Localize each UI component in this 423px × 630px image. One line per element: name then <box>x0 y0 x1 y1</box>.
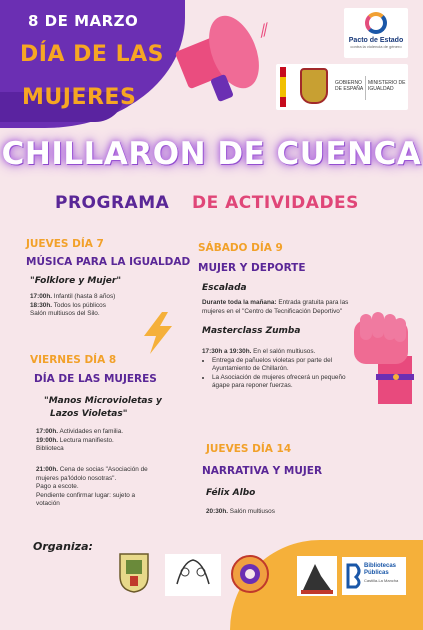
women-association-logo <box>231 554 269 594</box>
event2-line: votación <box>36 500 60 507</box>
event3-details2 <box>202 348 362 391</box>
event2-line: Pago a escote. <box>36 483 79 490</box>
event2-details-a <box>36 428 186 454</box>
event1-line: 18:30h. Todos los públicos <box>30 301 106 309</box>
event3-line: 17:30h a 19:30h. En el salón multiusos. <box>202 348 316 355</box>
pacto-ring-icon <box>365 12 387 34</box>
event2-day: VIERNES DÍA 8 <box>30 354 117 366</box>
event3-day: SÁBADO DÍA 9 <box>198 242 283 254</box>
event2-subtitle-line1: "Manos Microvioletas y <box>44 396 162 406</box>
event-date: 8 DE MARZO <box>28 12 139 30</box>
event2-title: DÍA DE LAS MUJERES <box>34 373 157 385</box>
pacto-de-estado-logo <box>344 8 408 58</box>
event2-line: 19:00h. Lectura manifiesto. <box>36 436 114 444</box>
event2-line: 17:00h. Actividades en familia. <box>36 428 124 435</box>
event3-title: MUJER Y DEPORTE <box>198 262 306 274</box>
organiza-label: Organiza: <box>33 540 93 553</box>
lightning-icon <box>140 312 176 354</box>
event1-title: MÚSICA PARA LA IGUALDAD <box>26 256 191 268</box>
programa-heading: PROGRAMA <box>55 193 170 213</box>
actividades-heading: DE ACTIVIDADES <box>192 193 359 213</box>
event2-details-b <box>36 466 186 509</box>
event4-day: JUEVES DÍA 14 <box>206 443 292 455</box>
event2-subtitle-line2: Lazos Violetas" <box>50 409 128 419</box>
event1-day: JUEVES DÍA 7 <box>26 238 104 250</box>
list-item: • Entrega de pañuelos violetas por parte del Ayuntamiento de Chillarón. <box>212 357 362 374</box>
bibliotecas-text: Bibliotecas Públicas Castilla-La Mancha <box>364 563 399 583</box>
event2-line: mujeres pa'lódolo nosotras". <box>36 474 117 482</box>
event4-title: NARRATIVA Y MUJER <box>202 465 323 477</box>
event4-line: 20:30h. Salón multiusos <box>206 508 275 515</box>
spain-flag-icon <box>280 67 286 107</box>
logo-divider <box>365 76 366 100</box>
event3-line: mujeres en el "Centro de Tecnificación Deportivo" <box>202 307 343 315</box>
event3-bullets <box>202 357 362 391</box>
headline-line1: DÍA DE LAS <box>20 42 164 67</box>
event4-details <box>206 508 356 517</box>
raised-fist-icon <box>352 312 420 404</box>
event2-line: Pendiente confirmar lugar: sujeto a <box>36 491 136 499</box>
event4-subtitle: Félix Albo <box>206 488 256 498</box>
pacto-title: Pacto de Estado <box>348 37 404 44</box>
event1-line: Salón multiusos del Silo. <box>30 310 100 317</box>
bibliotecas-logo <box>342 557 406 595</box>
municipal-crest-logo <box>116 550 152 594</box>
library-icon <box>346 563 362 589</box>
coat-of-arms-icon <box>300 68 328 104</box>
event1-line: 17:00h. Infantil (hasta 8 años) <box>30 293 116 300</box>
event1-subtitle: "Folklore y Mujer" <box>30 276 122 286</box>
sound-lines-icon: ⁄⁄ <box>258 19 272 41</box>
sports-center-logo <box>297 556 337 596</box>
town-title: CHILLARON DE CUENCA <box>1 136 422 172</box>
headline-line2: MUJERES <box>22 85 137 110</box>
event3-subtitle2: Masterclass Zumba <box>202 326 301 336</box>
list-item: • La Asociación de mujeres ofrecerá un pequeño ágape para reponer fuerzas. <box>212 374 362 391</box>
pacto-subtitle: contra la violencia de género <box>350 44 402 49</box>
event3-subtitle: Escalada <box>202 283 247 293</box>
ministerio-text: MINISTERIO DE IGUALDAD <box>368 80 406 92</box>
gobierno-text: GOBIERNO DE ESPAÑA <box>335 80 364 92</box>
event2-line: Biblioteca <box>36 445 64 452</box>
association-logo <box>165 554 221 596</box>
event3-line: Durante toda la mañana: Entrada gratuita para las <box>202 299 349 306</box>
event2-line: 21:00h. Cena de socias "Asociación de <box>36 466 148 473</box>
